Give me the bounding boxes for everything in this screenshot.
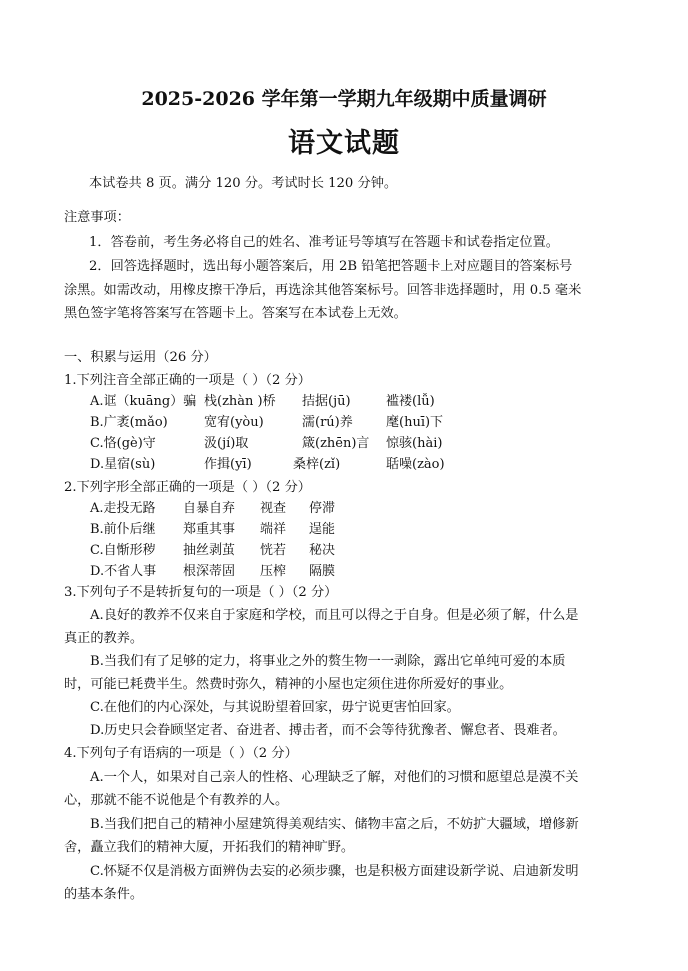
q4-option-a-line-1: A.一个人，如果对自己亲人的性格、心理缺乏了解，对他们的习惯和愿望总是漠不关 (90, 770, 579, 785)
q4-option-c-line-2: 的基本条件。 (64, 887, 144, 902)
q1-option-c-word-1: C.恪(gè)守 (90, 436, 156, 451)
notice-item-2-line-3: 黑色签字笔将答案写在答题卡上。答案写在本试卷上无效。 (64, 306, 407, 321)
q2-option-c-word-1: C.自惭形秽 (90, 543, 156, 558)
question-3-stem: 3.下列句子不是转折复句的一项是（ ）（2 分） (64, 585, 338, 600)
q2-option-c-word-4: 秘决 (309, 543, 336, 558)
q3-option-b-line-1: B.当我们有了足够的定力，将事业之外的赘生物一一剥除，露出它单纯可爱的本质 (90, 654, 566, 669)
section-heading: 一、积累与运用（26 分） (64, 350, 217, 365)
q2-option-b-word-4: 逞能 (309, 522, 336, 537)
q1-option-d-word-4: 聒噪(zào) (386, 457, 445, 472)
q1-option-a-word-1: A.诓（kuāng）骗 (90, 394, 197, 409)
question-1-stem: 1.下列注音全部正确的一项是（ ）（2 分） (64, 373, 311, 388)
q1-option-d-word-3: 桑梓(zǐ) (293, 457, 341, 472)
q3-option-d: D.历史只会眷顾坚定者、奋进者、搏击者，而不会等待犹豫者、懈怠者、畏难者。 (90, 723, 566, 738)
q1-option-b-word-3: 濡(rú)养 (302, 415, 353, 430)
q4-option-b-line-1: B.当我们把自己的精神小屋建筑得美观结实、储物丰富之后，不妨扩大疆域，增修新 (90, 817, 579, 832)
q1-option-a-word-3: 拮据(jū) (302, 394, 351, 409)
q2-option-b-word-3: 端祥 (260, 522, 287, 537)
q2-option-d-word-4: 隔膜 (309, 564, 336, 579)
q2-option-a-word-1: A.走投无路 (90, 501, 156, 516)
q2-option-d-word-1: D.不省人事 (90, 564, 157, 579)
exam-meta: 本试卷共 8 页。满分 120 分。考试时长 120 分钟。 (89, 176, 398, 191)
q1-option-c-word-2: 汲(jí)取 (204, 436, 249, 451)
q1-option-a-word-4: 褴褛(lǚ) (386, 394, 435, 409)
q3-option-a-line-2: 真正的教养。 (64, 631, 144, 646)
q4-option-b-line-2: 舍，矗立我们的精神大厦，开拓我们的精神旷野。 (64, 840, 355, 855)
q2-option-a-word-2: 自暴自弃 (183, 501, 236, 516)
notice-item-2-line-1: 2．回答选择题时，选出每小题答案后，用 2B 铅笔把答题卡上对应题目的答案标号 (89, 259, 573, 274)
q1-option-d-word-1: D.星宿(sù) (90, 457, 156, 472)
q3-option-b-line-2: 时，可能已耗费半生。然费时弥久，精神的小屋也定须住进你所爱好的事业。 (64, 677, 513, 692)
subject-title: 语文试题 (288, 128, 400, 159)
exam-title: 2025-2026 学年第一学期九年级期中质量调研 (141, 88, 547, 110)
q2-option-d-word-3: 压榨 (260, 564, 287, 579)
q1-option-d-word-2: 作揖(yī) (204, 457, 252, 472)
q3-option-a-line-1: A.良好的教养不仅来自于家庭和学校，而且可以得之于自身。但是必须了解，什么是 (90, 608, 579, 623)
question-2-stem: 2.下列字形全部正确的一项是（ ）（2 分） (64, 480, 311, 495)
q2-option-c-word-3: 恍若 (260, 543, 287, 558)
q1-option-a-word-2: 栈(zhàn )桥 (204, 394, 276, 409)
q2-option-a-word-4: 停滞 (309, 501, 336, 516)
q1-option-b-word-4: 麾(huī)下 (386, 415, 444, 430)
notice-item-1: 1．答卷前，考生务必将自己的姓名、准考证号等填写在答题卡和试卷指定位置。 (89, 235, 559, 250)
q4-option-c-line-1: C.怀疑不仅是消极方面辨伪去妄的必须步骤，也是积极方面建设新学说、启迪新发明 (90, 864, 579, 879)
q4-option-a-line-2: 心，那就不能不说他是个有教养的人。 (64, 793, 289, 808)
q1-option-c-word-4: 惊骇(hài) (386, 436, 443, 451)
q1-option-b-word-2: 宽宥(yòu) (204, 415, 264, 430)
q2-option-b-word-2: 郑重其事 (183, 522, 236, 537)
q2-option-b-word-1: B.前仆后继 (90, 522, 156, 537)
notice-heading: 注意事项： (64, 210, 130, 225)
q3-option-c: C.在他们的内心深处，与其说盼望着回家，毋宁说更害怕回家。 (90, 700, 460, 715)
q2-option-c-word-2: 抽丝剥茧 (183, 543, 236, 558)
q1-option-b-word-1: B.广袤(mǎo) (90, 415, 168, 430)
q2-option-d-word-2: 根深蒂固 (183, 564, 236, 579)
question-4-stem: 4.下列句子有语病的一项是（ ）（2 分） (64, 746, 298, 761)
q2-option-a-word-3: 视查 (260, 501, 287, 516)
notice-item-2-line-2: 涂黑。如需改动，用橡皮擦干净后，再选涂其他答案标号。回答非选择题时，用 0.5 毫米 (64, 283, 582, 298)
q1-option-c-word-3: 箴(zhēn)言 (302, 436, 370, 451)
